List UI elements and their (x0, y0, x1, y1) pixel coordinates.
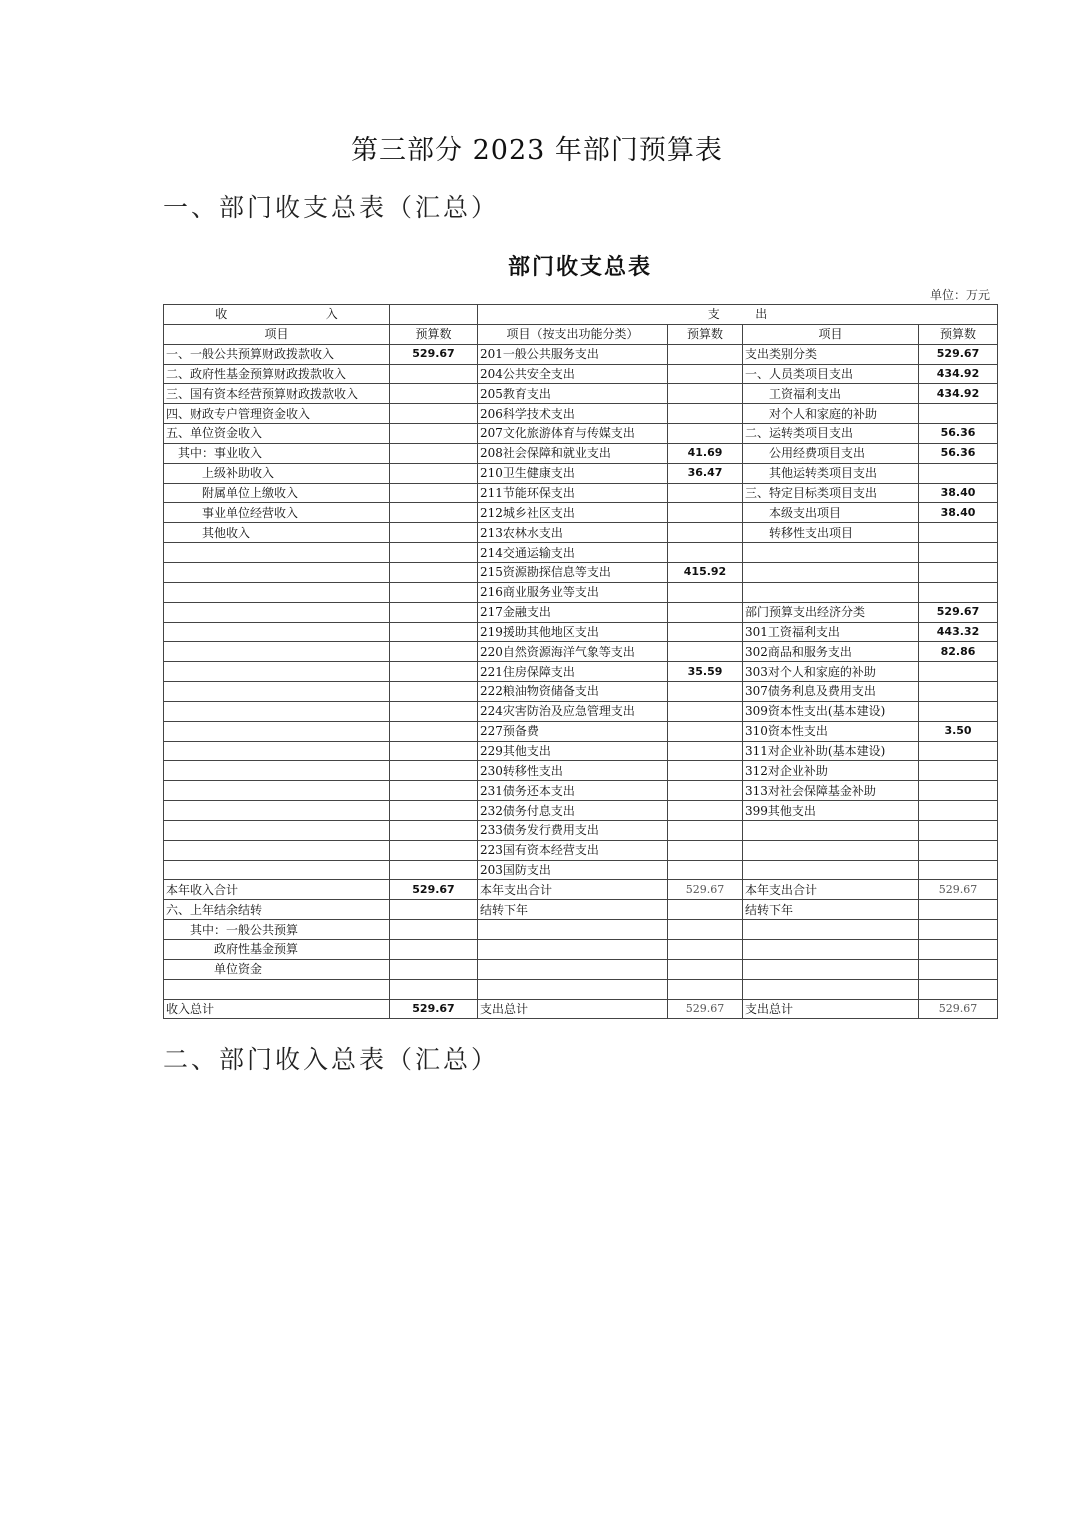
item-cell: 231债务还本支出 (478, 781, 668, 801)
table-row (164, 801, 998, 821)
page-heading: 第三部分 2023 年部门预算表 (351, 135, 723, 166)
amount-cell (919, 741, 998, 761)
item-cell: 六、上年结余结转 (164, 900, 390, 920)
amount-cell: 529.67 (919, 344, 998, 364)
table-row (164, 741, 998, 761)
col-header: 项目 (164, 324, 390, 344)
item-cell (478, 979, 668, 999)
amount-cell (390, 384, 478, 404)
table-title: 部门收支总表 (507, 255, 652, 280)
item-cell: 227预备费 (478, 721, 668, 741)
amount-cell (919, 959, 998, 979)
amount-cell (919, 979, 998, 999)
amount-cell (390, 642, 478, 662)
item-cell (164, 840, 390, 860)
item-cell: 本年支出合计 (478, 880, 668, 900)
amount-cell: 434.92 (919, 364, 998, 384)
table-row (164, 404, 998, 424)
amount-cell (390, 701, 478, 721)
item-cell (743, 979, 919, 999)
item-cell: 309资本性支出(基本建设) (743, 701, 919, 721)
amount-cell (390, 682, 478, 702)
amount-cell (668, 721, 743, 741)
amount-cell (668, 364, 743, 384)
item-cell: 310资本性支出 (743, 721, 919, 741)
item-cell (164, 642, 390, 662)
item-cell: 219援助其他地区支出 (478, 622, 668, 642)
table-row (164, 582, 998, 602)
amount-cell (390, 364, 478, 384)
amount-cell (919, 860, 998, 880)
item-cell (478, 920, 668, 940)
amount-cell (390, 761, 478, 781)
item-cell (478, 959, 668, 979)
item-cell: 220自然资源海洋气象等支出 (478, 642, 668, 662)
item-cell: 217金融支出 (478, 602, 668, 622)
amount-cell (390, 503, 478, 523)
amount-cell: 36.47 (668, 463, 743, 483)
amount-cell (668, 404, 743, 424)
amount-cell (390, 741, 478, 761)
item-cell (164, 582, 390, 602)
amount-cell: 529.67 (390, 999, 478, 1019)
item-cell: 二、运转类项目支出 (743, 424, 919, 444)
amount-cell (919, 562, 998, 582)
item-cell: 其他收入 (164, 523, 390, 543)
item-cell: 303对个人和家庭的补助 (743, 662, 919, 682)
column-header-row (164, 324, 998, 344)
amount-cell (919, 582, 998, 602)
amount-cell (390, 582, 478, 602)
amount-cell (919, 940, 998, 960)
unit-label: 单位：万元 (929, 288, 990, 302)
amount-cell (390, 940, 478, 960)
item-cell (164, 781, 390, 801)
amount-cell (390, 602, 478, 622)
item-cell (164, 682, 390, 702)
item-cell: 210卫生健康支出 (478, 463, 668, 483)
amount-cell: 529.67 (390, 344, 478, 364)
item-cell: 313对社会保障基金补助 (743, 781, 919, 801)
item-cell: 204公共安全支出 (478, 364, 668, 384)
item-cell (164, 761, 390, 781)
table-row (164, 483, 998, 503)
header-group-row (164, 305, 998, 325)
amount-cell (919, 781, 998, 801)
table-row (164, 721, 998, 741)
item-cell: 232债务付息支出 (478, 801, 668, 821)
table-row (164, 463, 998, 483)
amount-cell: 38.40 (919, 503, 998, 523)
amount-cell (919, 404, 998, 424)
amount-cell (919, 820, 998, 840)
table-row (164, 880, 998, 900)
table-row (164, 840, 998, 860)
item-cell: 223国有资本经营支出 (478, 840, 668, 860)
amount-cell (919, 900, 998, 920)
amount-cell: 529.67 (390, 880, 478, 900)
item-cell (164, 622, 390, 642)
table-row (164, 443, 998, 463)
item-cell: 支出类别分类 (743, 344, 919, 364)
amount-cell (668, 920, 743, 940)
item-cell: 本级支出项目 (743, 503, 919, 523)
amount-cell (668, 642, 743, 662)
amount-cell (668, 503, 743, 523)
item-cell: 结转下年 (743, 900, 919, 920)
amount-cell (390, 920, 478, 940)
amount-cell (919, 920, 998, 940)
col-header: 预算数 (919, 324, 998, 344)
item-cell: 本年收入合计 (164, 880, 390, 900)
amount-cell (919, 662, 998, 682)
table-row (164, 622, 998, 642)
item-cell: 301工资福利支出 (743, 622, 919, 642)
table-row (164, 523, 998, 543)
item-cell (743, 582, 919, 602)
item-cell: 三、特定目标类项目支出 (743, 483, 919, 503)
item-cell (164, 543, 390, 563)
amount-cell (668, 761, 743, 781)
amount-cell (668, 900, 743, 920)
item-cell: 224灾害防治及应急管理支出 (478, 701, 668, 721)
amount-cell (390, 424, 478, 444)
item-cell: 五、单位资金收入 (164, 424, 390, 444)
amount-cell (668, 781, 743, 801)
amount-cell (919, 463, 998, 483)
item-cell (164, 860, 390, 880)
amount-cell: 56.36 (919, 443, 998, 463)
amount-cell (390, 801, 478, 821)
item-cell: 206科学技术支出 (478, 404, 668, 424)
amount-cell (390, 622, 478, 642)
col-header: 预算数 (668, 324, 743, 344)
item-cell: 233债务发行费用支出 (478, 820, 668, 840)
item-cell (164, 741, 390, 761)
item-cell: 二、政府性基金预算财政拨款收入 (164, 364, 390, 384)
table-row (164, 344, 998, 364)
item-cell: 201一般公共服务支出 (478, 344, 668, 364)
amount-cell: 41.69 (668, 443, 743, 463)
amount-cell (668, 860, 743, 880)
amount-cell (919, 801, 998, 821)
item-cell: 支出总计 (743, 999, 919, 1019)
table-row (164, 999, 998, 1019)
item-cell: 311对企业补助(基本建设) (743, 741, 919, 761)
amount-cell (668, 523, 743, 543)
amount-cell: 529.67 (668, 880, 743, 900)
item-cell (743, 940, 919, 960)
item-cell: 其中：一般公共预算 (164, 920, 390, 940)
item-cell (743, 920, 919, 940)
item-cell: 公用经费项目支出 (743, 443, 919, 463)
item-cell (164, 602, 390, 622)
amount-cell (668, 582, 743, 602)
item-cell: 支出总计 (478, 999, 668, 1019)
item-cell (164, 701, 390, 721)
amount-cell (668, 979, 743, 999)
amount-cell (919, 761, 998, 781)
budget-table (163, 304, 998, 1019)
amount-cell (668, 840, 743, 860)
amount-cell (390, 404, 478, 424)
item-cell (743, 543, 919, 563)
amount-cell (390, 900, 478, 920)
table-row (164, 820, 998, 840)
amount-cell (668, 483, 743, 503)
table-row (164, 682, 998, 702)
item-cell: 214交通运输支出 (478, 543, 668, 563)
amount-cell (668, 741, 743, 761)
table-row (164, 920, 998, 940)
item-cell: 399其他支出 (743, 801, 919, 821)
amount-cell: 434.92 (919, 384, 998, 404)
amount-cell (919, 523, 998, 543)
amount-cell (668, 543, 743, 563)
blank-cell (390, 305, 478, 325)
section-title-2: 二、部门收入总表（汇总） (163, 1045, 500, 1074)
item-cell: 215资源勘探信息等支出 (478, 562, 668, 582)
item-cell (164, 562, 390, 582)
table-row (164, 562, 998, 582)
amount-cell: 529.67 (919, 602, 998, 622)
table-row (164, 959, 998, 979)
amount-cell (668, 959, 743, 979)
amount-cell (390, 562, 478, 582)
item-cell (743, 860, 919, 880)
amount-cell (390, 860, 478, 880)
table-row (164, 979, 998, 999)
item-cell: 部门预算支出经济分类 (743, 602, 919, 622)
amount-cell (668, 344, 743, 364)
table-row (164, 543, 998, 563)
table-row (164, 900, 998, 920)
amount-cell (390, 523, 478, 543)
amount-cell: 3.50 (919, 721, 998, 741)
item-cell (164, 801, 390, 821)
item-cell (164, 820, 390, 840)
item-cell (743, 820, 919, 840)
table-row (164, 701, 998, 721)
amount-cell: 443.32 (919, 622, 998, 642)
amount-cell (390, 820, 478, 840)
amount-cell (390, 483, 478, 503)
section-title-1: 一、部门收支总表（汇总） (163, 193, 500, 222)
item-cell: 一、人员类项目支出 (743, 364, 919, 384)
income-group-header: 收 入 (164, 305, 390, 325)
table-row (164, 940, 998, 960)
item-cell: 213农林水支出 (478, 523, 668, 543)
amount-cell (390, 543, 478, 563)
item-cell: 对个人和家庭的补助 (743, 404, 919, 424)
amount-cell (668, 622, 743, 642)
item-cell: 结转下年 (478, 900, 668, 920)
col-header: 预算数 (390, 324, 478, 344)
amount-cell (390, 840, 478, 860)
amount-cell: 529.67 (919, 999, 998, 1019)
amount-cell (668, 602, 743, 622)
col-header: 项目 (743, 324, 919, 344)
amount-cell (668, 820, 743, 840)
item-cell: 211节能环保支出 (478, 483, 668, 503)
amount-cell (919, 543, 998, 563)
item-cell: 203国防支出 (478, 860, 668, 880)
item-cell: 其他运转类项目支出 (743, 463, 919, 483)
item-cell: 本年支出合计 (743, 880, 919, 900)
table-row (164, 662, 998, 682)
table-row (164, 602, 998, 622)
item-cell (478, 940, 668, 960)
item-cell: 312对企业补助 (743, 761, 919, 781)
amount-cell (390, 443, 478, 463)
amount-cell (390, 959, 478, 979)
item-cell: 附属单位上缴收入 (164, 483, 390, 503)
item-cell: 205教育支出 (478, 384, 668, 404)
item-cell: 230转移性支出 (478, 761, 668, 781)
amount-cell: 82.86 (919, 642, 998, 662)
table-row (164, 364, 998, 384)
amount-cell (668, 940, 743, 960)
amount-cell: 56.36 (919, 424, 998, 444)
item-cell: 216商业服务业等支出 (478, 582, 668, 602)
item-cell: 工资福利支出 (743, 384, 919, 404)
table-row (164, 424, 998, 444)
item-cell: 222粮油物资储备支出 (478, 682, 668, 702)
table-row (164, 860, 998, 880)
item-cell: 307债务利息及费用支出 (743, 682, 919, 702)
amount-cell (919, 682, 998, 702)
table-row (164, 384, 998, 404)
item-cell: 229其他支出 (478, 741, 668, 761)
item-cell: 221住房保障支出 (478, 662, 668, 682)
item-cell: 四、财政专户管理资金收入 (164, 404, 390, 424)
amount-cell (390, 662, 478, 682)
item-cell: 单位资金 (164, 959, 390, 979)
amount-cell (668, 384, 743, 404)
amount-cell: 529.67 (919, 880, 998, 900)
item-cell: 207文化旅游体育与传媒支出 (478, 424, 668, 444)
table-row (164, 781, 998, 801)
amount-cell (390, 721, 478, 741)
item-cell: 一、一般公共预算财政拨款收入 (164, 344, 390, 364)
item-cell: 212城乡社区支出 (478, 503, 668, 523)
amount-cell (390, 979, 478, 999)
item-cell (743, 562, 919, 582)
item-cell (164, 979, 390, 999)
amount-cell: 35.59 (668, 662, 743, 682)
item-cell: 208社会保障和就业支出 (478, 443, 668, 463)
item-cell: 事业单位经营收入 (164, 503, 390, 523)
item-cell: 转移性支出项目 (743, 523, 919, 543)
amount-cell (668, 801, 743, 821)
item-cell: 302商品和服务支出 (743, 642, 919, 662)
item-cell: 政府性基金预算 (164, 940, 390, 960)
col-header: 项目（按支出功能分类） (478, 324, 668, 344)
item-cell: 三、国有资本经营预算财政拨款收入 (164, 384, 390, 404)
amount-cell (919, 701, 998, 721)
item-cell (164, 662, 390, 682)
amount-cell: 38.40 (919, 483, 998, 503)
amount-cell (668, 424, 743, 444)
amount-cell (390, 463, 478, 483)
amount-cell (668, 701, 743, 721)
table-row (164, 503, 998, 523)
amount-cell: 415.92 (668, 562, 743, 582)
amount-cell (390, 781, 478, 801)
amount-cell (668, 682, 743, 702)
table-row (164, 642, 998, 662)
expense-group-header: 支 出 (478, 305, 998, 325)
amount-cell (919, 840, 998, 860)
item-cell (743, 840, 919, 860)
amount-cell: 529.67 (668, 999, 743, 1019)
item-cell: 上级补助收入 (164, 463, 390, 483)
item-cell (164, 721, 390, 741)
item-cell: 其中：事业收入 (164, 443, 390, 463)
item-cell (743, 959, 919, 979)
table-row (164, 761, 998, 781)
item-cell: 收入总计 (164, 999, 390, 1019)
